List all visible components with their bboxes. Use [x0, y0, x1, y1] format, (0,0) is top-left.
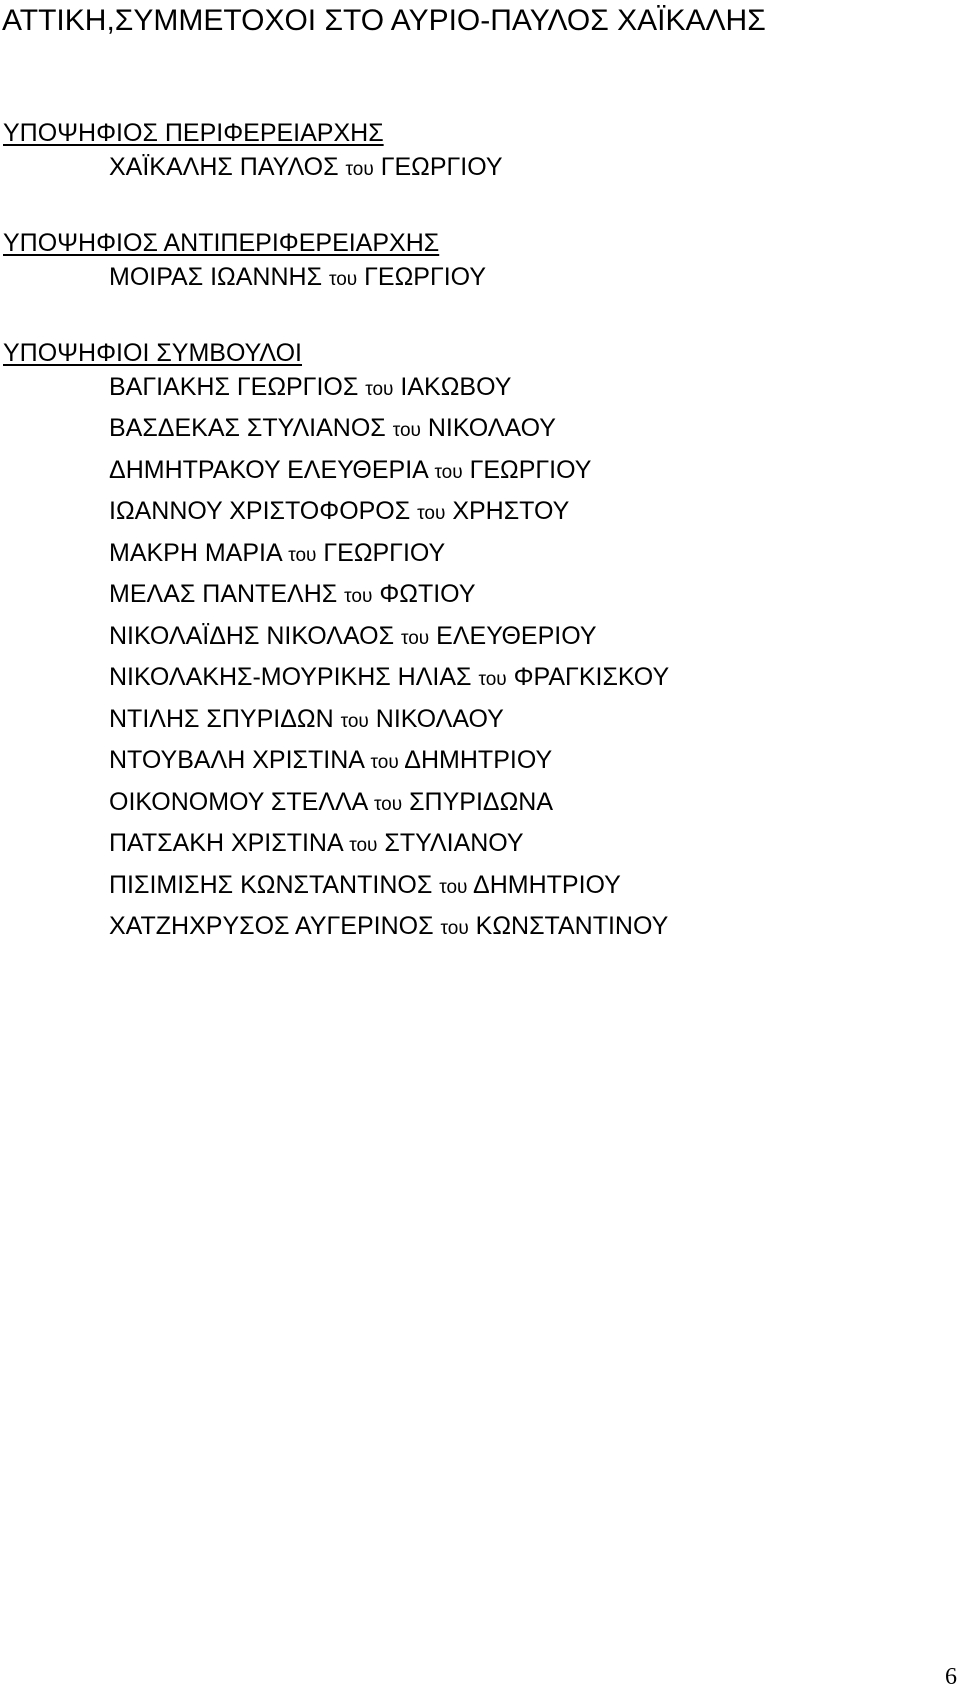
candidate-name-line — [109, 372, 511, 405]
patronymic-prefix: του — [370, 752, 399, 773]
patronymic-prefix: του — [288, 545, 317, 566]
father-name: ΓΕΩΡΓΙΟΥ — [323, 539, 446, 567]
candidate-name: ΧΑΪΚΑΛΗΣ ΠΑΥΛΟΣ — [109, 153, 339, 181]
candidate-name: ΜΟΙΡΑΣ ΙΩΑΝΝΗΣ — [109, 263, 323, 291]
father-name: ΚΩΝΣΤΑΝΤΙΝΟΥ — [475, 912, 669, 940]
candidate-name-line — [109, 745, 552, 778]
patronymic-prefix: του — [329, 269, 358, 290]
father-name: ΧΡΗΣΤΟΥ — [452, 497, 570, 525]
father-name: ΦΩΤΙΟΥ — [379, 580, 476, 608]
candidate-name: ΝΙΚΟΛΑΚΗΣ-ΜΟΥΡΙΚΗΣ ΗΛΙΑΣ — [109, 663, 472, 691]
patronymic-prefix: του — [478, 669, 507, 690]
father-name: ΓΕΩΡΓΙΟΥ — [469, 456, 592, 484]
candidate-name: ΙΩΑΝΝΟΥ ΧΡΙΣΤΟΦΟΡΟΣ — [109, 497, 411, 525]
section-heading-councillors: ΥΠΟΨΗΦΙΟΙ ΣΥΜΒΟΥΛΟΙ — [3, 339, 302, 367]
candidate-name-line — [109, 538, 445, 571]
candidate-name: ΔΗΜΗΤΡΑΚΟΥ ΕΛΕΥΘΕΡΙΑ — [109, 456, 428, 484]
patronymic-prefix: του — [345, 159, 374, 180]
candidate-name-line — [109, 662, 669, 695]
candidate-name: ΠΑΤΣΑΚΗ ΧΡΙΣΤΙΝΑ — [109, 829, 343, 857]
candidate-name: ΝΤΟΥΒΑΛΗ ΧΡΙΣΤΙΝΑ — [109, 746, 364, 774]
candidate-name: ΜΕΛΑΣ ΠΑΝΤΕΛΗΣ — [109, 580, 338, 608]
candidate-name-line — [109, 621, 597, 654]
father-name: ΦΡΑΓΚΙΣΚΟΥ — [513, 663, 670, 691]
candidate-name: ΝΤΙΛΗΣ ΣΠΥΡΙΔΩΝ — [109, 705, 334, 733]
page-title: ΑΤΤΙΚΗ,ΣΥΜΜΕΤΟΧΟΙ ΣΤΟ ΑΥΡΙΟ-ΠΑΥΛΟΣ ΧΑΪΚΑΛΗΣ — [2, 4, 766, 37]
candidate-name: ΝΙΚΟΛΑΪΔΗΣ ΝΙΚΟΛΑΟΣ — [109, 622, 395, 650]
candidate-name: ΜΑΚΡΗ ΜΑΡΙΑ — [109, 539, 282, 567]
candidate-name-line — [109, 787, 553, 820]
patronymic-prefix: του — [344, 586, 373, 607]
father-name: ΝΙΚΟΛΑΟΥ — [375, 705, 504, 733]
father-name: ΔΗΜΗΤΡΙΟΥ — [473, 871, 621, 899]
patronymic-prefix: του — [440, 918, 469, 939]
candidate-name-line — [109, 496, 569, 529]
candidate-name-line — [109, 455, 591, 488]
candidate-name: ΒΑΓΙΑΚΗΣ ΓΕΩΡΓΙΟΣ — [109, 373, 359, 401]
patronymic-prefix: του — [400, 628, 430, 649]
patronymic-prefix: του — [417, 503, 446, 524]
patronymic-prefix: του — [340, 711, 369, 732]
section-heading-vice-governor: ΥΠΟΨΗΦΙΟΣ ΑΝΤΙΠΕΡΙΦΕΡΕΙΑΡΧΗΣ — [3, 229, 440, 257]
father-name: ΔΗΜΗΤΡΙΟΥ — [404, 746, 553, 774]
candidate-name-line — [109, 579, 476, 612]
father-name: ΙΑΚΩΒΟΥ — [400, 373, 512, 401]
candidate-name-line — [109, 152, 503, 185]
father-name: ΣΤΥΛΙΑΝΟΥ — [384, 829, 524, 857]
candidate-name-line — [109, 870, 621, 903]
patronymic-prefix: του — [373, 794, 403, 815]
candidate-name-line — [109, 828, 524, 861]
candidate-name: ΧΑΤΖΗΧΡΥΣΟΣ ΑΥΓΕΡΙΝΟΣ — [109, 912, 434, 940]
father-name: ΓΕΩΡΓΙΟΥ — [364, 263, 486, 291]
candidate-name: ΒΑΣΔΕΚΑΣ ΣΤΥΛΙΑΝΟΣ — [109, 414, 386, 442]
patronymic-prefix: του — [439, 877, 468, 898]
candidate-name: ΟΙΚΟΝΟΜΟΥ ΣΤΕΛΛΑ — [109, 788, 367, 816]
candidate-name-line — [109, 704, 504, 737]
father-name: ΝΙΚΟΛΑΟΥ — [427, 414, 556, 442]
father-name: ΣΠΥΡΙΔΩΝΑ — [409, 788, 554, 816]
candidate-name-line — [109, 262, 486, 295]
patronymic-prefix: του — [365, 379, 394, 400]
father-name: ΓΕΩΡΓΙΟΥ — [380, 153, 503, 181]
father-name: ΕΛΕΥΘΕΡΙΟΥ — [436, 622, 597, 650]
section-heading-regional-governor: ΥΠΟΨΗΦΙΟΣ ΠΕΡΙΦΕΡΕΙΑΡΧΗΣ — [3, 119, 384, 147]
patronymic-prefix: του — [434, 462, 463, 483]
page-number: 6 — [945, 1664, 957, 1690]
candidate-name: ΠΙΣΙΜΙΣΗΣ ΚΩΝΣΤΑΝΤΙΝΟΣ — [109, 871, 433, 899]
patronymic-prefix: του — [349, 835, 378, 856]
candidate-name-line — [109, 413, 556, 446]
candidate-name-line — [109, 911, 668, 944]
patronymic-prefix: του — [392, 420, 421, 441]
